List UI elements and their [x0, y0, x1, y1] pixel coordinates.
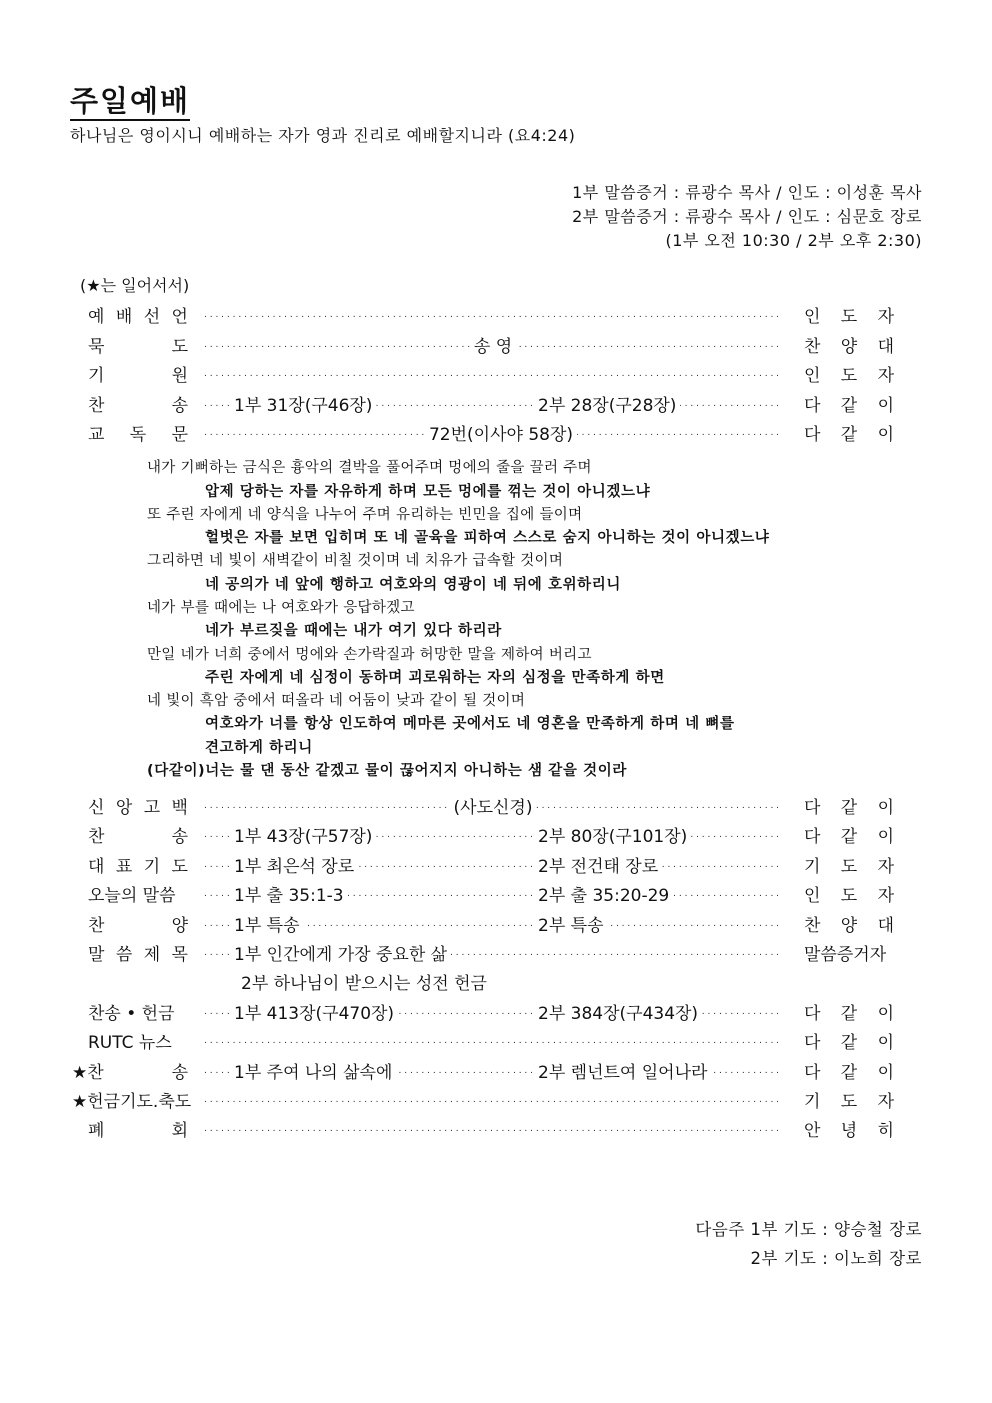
order-item-part2: 2부 80장(구101장) — [534, 822, 691, 847]
order-role-char: 이 — [877, 395, 894, 416]
order-role-char: 같 — [840, 395, 858, 416]
order-label-char: RUTC 뉴스 — [88, 1033, 172, 1054]
page-title: 주일예배 — [70, 84, 190, 121]
order-role — [804, 822, 894, 847]
order-role-char: 자 — [877, 886, 894, 907]
order-label-char: 선 — [143, 307, 161, 327]
order-item-part2: 2부 전건태 장로 — [534, 852, 662, 877]
order-label-char: 도 — [171, 336, 188, 357]
scripture-verse: 하나님은 영이시니 예배하는 자가 영과 진리로 예배할지니라 (요4:24) — [70, 126, 576, 145]
order-row — [72, 1058, 894, 1083]
order-item-part1: 1부 31장(구46장) — [230, 391, 376, 416]
order-role-char: 양 — [840, 915, 858, 936]
order-role-char: 안 — [804, 1121, 821, 1142]
order-role-char: 이 — [877, 827, 894, 848]
order-label-char: 제 — [143, 945, 161, 965]
order-label-char: 씀 — [115, 945, 133, 965]
order-label-char: 대 — [88, 856, 105, 877]
order-role — [804, 332, 894, 357]
order-label-char: 양 — [171, 915, 188, 936]
order-role-char: 같 — [840, 425, 858, 445]
order-role-char: 인 — [804, 366, 821, 386]
order-label-char: 찬송 • 헌금 — [88, 1003, 175, 1024]
order-label — [88, 1116, 188, 1141]
order-item-part1: 1부 413장(구470장) — [230, 999, 398, 1024]
order-row — [88, 822, 894, 848]
order-label-char: 표 — [115, 856, 133, 877]
dot-leader — [204, 361, 782, 381]
order-role-char: 도 — [840, 856, 858, 877]
order-item-part1: 1부 43장(구57장) — [230, 822, 376, 847]
order-role-char: 같 — [840, 1033, 858, 1054]
order-role — [804, 793, 894, 818]
order-role-char: 도 — [840, 307, 858, 327]
reading-line-leader: 내가 기뻐하는 금식은 흉악의 결박을 풀어주며 멍에의 줄을 끌러 주며 — [147, 460, 592, 476]
order-role-char: 말씀증거자 — [804, 945, 887, 965]
order-role-char: 자 — [877, 1092, 894, 1112]
order-role-char: 자 — [877, 307, 894, 327]
order-label — [72, 1087, 192, 1112]
preacher-line-2: 2부 말씀증거 : 류광수 목사 / 인도 : 심문호 장로 — [572, 207, 922, 226]
order-role — [804, 420, 894, 445]
order-label — [88, 999, 188, 1024]
order-role — [804, 391, 894, 416]
order-item-part2: 2부 28장(구28장) — [534, 391, 680, 416]
order-role-char: 다 — [804, 395, 821, 416]
order-label-char: ★헌금기도.축도 — [72, 1092, 192, 1112]
order-label — [88, 1028, 188, 1053]
reading-line-people: 네 공의가 네 앞에 행하고 여호와의 영광이 네 뒤에 호위하리니 — [205, 577, 622, 593]
order-role-char: 같 — [840, 798, 858, 818]
order-item-center: 송 영 — [470, 332, 516, 357]
standing-legend: (★는 일어서서) — [80, 276, 190, 295]
order-label — [88, 391, 188, 416]
order-label — [88, 822, 188, 847]
order-item-part2: 2부 특송 — [534, 911, 608, 936]
reading-line-people: 여호와가 너를 항상 인도하여 메마른 곳에서도 네 영혼을 만족하게 하며 네 뼈를 — [205, 716, 735, 732]
dot-leader — [204, 1028, 782, 1048]
reading-line-people: 견고하게 하리니 — [205, 740, 313, 756]
order-label-char: ★찬 — [72, 1062, 104, 1083]
order-role-char: 이 — [877, 1033, 894, 1054]
order-row — [88, 999, 894, 1024]
order-role-char: 찬 — [804, 336, 821, 357]
order-row — [88, 881, 894, 907]
order-item-part2: 2부 렘넌트여 일어나라 — [534, 1058, 711, 1083]
order-label-char: 찬 — [88, 827, 105, 848]
order-label-char: 회 — [171, 1121, 188, 1142]
order-label-char: 신 — [88, 798, 105, 818]
order-row — [88, 940, 894, 965]
next-week-prayer-1: 다음주 1부 기도 : 양승철 장로 — [695, 1220, 922, 1239]
order-row — [88, 1116, 894, 1142]
order-role — [804, 940, 894, 965]
order-role-char: 히 — [877, 1121, 894, 1142]
order-role-char: 녕 — [840, 1121, 858, 1142]
order-role-char: 다 — [804, 1033, 821, 1054]
order-label-char: 교 — [88, 425, 105, 445]
order-row — [88, 852, 894, 877]
order-role-char: 기 — [804, 1092, 821, 1112]
reading-line-people: 압제 당하는 자를 자유하게 하며 모든 멍에를 꺾는 것이 아니겠느냐 — [205, 484, 651, 500]
order-role-char: 도 — [840, 1092, 858, 1112]
order-role — [804, 852, 894, 877]
order-row — [88, 391, 894, 416]
order-label-char: 예 — [88, 307, 105, 327]
order-role-char: 양 — [840, 336, 858, 357]
order-row — [88, 420, 894, 445]
service-times: (1부 오전 10:30 / 2부 오후 2:30) — [665, 231, 922, 250]
order-label-char: 말 — [88, 945, 105, 965]
order-label-char: 배 — [115, 307, 133, 327]
order-label-char: 독 — [129, 425, 147, 445]
order-item-part1: 1부 최은석 장로 — [230, 852, 358, 877]
order-label — [88, 793, 188, 818]
order-label-char: 언 — [171, 307, 188, 327]
order-row — [88, 332, 894, 357]
order-row — [88, 361, 894, 386]
order-item-center: (사도신경) — [450, 793, 537, 818]
reading-line-people: 주린 자에게 네 심정이 동하며 괴로워하는 자의 심정을 만족하게 하면 — [205, 670, 665, 686]
order-label-char: 문 — [171, 425, 188, 445]
order-row — [88, 911, 894, 936]
order-role — [804, 1087, 894, 1112]
preacher-line-1: 1부 말씀증거 : 류광수 목사 / 인도 : 이성훈 목사 — [572, 183, 922, 202]
order-role-char: 같 — [840, 827, 858, 848]
order-role-char: 찬 — [804, 915, 821, 936]
dot-leader — [204, 1087, 782, 1107]
order-label-char: 폐 — [88, 1121, 105, 1142]
order-label — [88, 881, 188, 906]
order-label-char: 백 — [171, 798, 188, 818]
order-label-char: 앙 — [115, 798, 133, 818]
order-label-char: 고 — [143, 798, 161, 818]
order-label — [88, 940, 188, 965]
order-label — [88, 420, 188, 445]
order-item-part1: 1부 특송 — [230, 911, 304, 936]
order-role-char: 다 — [804, 425, 821, 445]
order-label-char: 기 — [88, 366, 105, 386]
order-item-part2: 2부 출 35:20-29 — [534, 881, 673, 906]
order-label-char: 찬 — [88, 915, 105, 936]
reading-line-leader: 네가 부를 때에는 나 여호와가 응답하겠고 — [147, 600, 415, 616]
order-role — [804, 881, 894, 906]
order-label — [72, 1058, 188, 1083]
order-role — [804, 1058, 894, 1083]
order-role-char: 대 — [877, 915, 894, 936]
order-role-char: 자 — [877, 856, 894, 877]
order-role-char: 이 — [877, 425, 894, 445]
order-row — [88, 793, 894, 818]
order-label-char: 송 — [171, 1062, 188, 1083]
order-role-char: 이 — [877, 1003, 894, 1024]
order-item-part1: 1부 주여 나의 삶속에 — [230, 1058, 396, 1083]
order-row — [88, 1028, 894, 1054]
dot-leader — [204, 302, 782, 322]
order-role — [804, 1028, 894, 1053]
order-role-char: 다 — [804, 1062, 821, 1083]
order-role-char: 도 — [840, 886, 858, 907]
order-role — [804, 1116, 894, 1141]
order-role-char: 인 — [804, 886, 821, 907]
order-label-char: 송 — [171, 395, 188, 416]
order-role — [804, 302, 894, 327]
reading-line-people: 네가 부르짖을 때에는 내가 여기 있다 하리라 — [205, 623, 502, 639]
order-item-part2: 2부 384장(구434장) — [534, 999, 702, 1024]
reading-line-leader: 네 빛이 흑암 중에서 떠올라 네 어둠이 낮과 같이 될 것이며 — [147, 693, 526, 709]
reading-line-all: (다같이)너는 물 댄 동산 같겠고 물이 끊어지지 아니하는 샘 같을 것이라 — [147, 763, 627, 779]
order-role-char: 다 — [804, 798, 821, 818]
order-label-char: 찬 — [88, 395, 105, 416]
reading-line-leader: 만일 네가 너희 중에서 멍에와 손가락질과 허망한 말을 제하여 버리고 — [147, 647, 592, 663]
order-role-char: 기 — [804, 856, 821, 877]
order-label — [88, 332, 188, 357]
order-label — [88, 911, 188, 936]
order-label — [88, 361, 188, 386]
reading-line-people: 헐벗은 자를 보면 입히며 또 네 골육을 피하여 스스로 숨지 아니하는 것이 아니겠느냐 — [205, 530, 770, 546]
order-label-char: 송 — [171, 827, 188, 848]
order-label-char: 묵 — [88, 336, 105, 357]
order-role-char: 다 — [804, 827, 821, 848]
order-role-char: 이 — [877, 1062, 894, 1083]
order-role — [804, 911, 894, 936]
reading-line-leader: 그리하면 네 빛이 새벽같이 비칠 것이며 네 치유가 급속할 것이며 — [147, 553, 564, 569]
order-role-char: 이 — [877, 798, 894, 818]
next-week-prayer-2: 2부 기도 : 이노희 장로 — [750, 1249, 922, 1268]
order-role — [804, 361, 894, 386]
order-role-char: 다 — [804, 1003, 821, 1024]
order-label-char: 원 — [171, 366, 188, 386]
order-role-char: 도 — [840, 366, 858, 386]
reading-line-leader: 또 주린 자에게 네 양식을 나누어 주며 유리하는 빈민을 집에 들이며 — [147, 507, 583, 523]
order-label — [88, 302, 188, 327]
order-item-part1: 1부 출 35:1-3 — [230, 881, 348, 906]
order-row — [72, 1087, 894, 1112]
order-role-char: 같 — [840, 1003, 858, 1024]
order-label-char: 목 — [171, 945, 188, 965]
order-item-center: 72번(이사야 58장) — [425, 420, 577, 445]
order-role-char: 같 — [840, 1062, 858, 1083]
order-role-char: 자 — [877, 366, 894, 386]
order-label — [88, 852, 188, 877]
order-label-char: 도 — [171, 856, 188, 877]
order-label-char: 오늘의 말씀 — [88, 886, 176, 907]
sermon-title-part2: 2부 하나님이 받으시는 성전 헌금 — [241, 974, 487, 995]
order-label-char: 기 — [143, 856, 161, 877]
order-row — [88, 302, 894, 327]
order-role-char: 대 — [877, 336, 894, 357]
order-item-part1: 1부 인간에게 가장 중요한 삶 — [230, 940, 451, 965]
dot-leader — [204, 1116, 782, 1136]
order-role-char: 인 — [804, 307, 821, 327]
order-role — [804, 999, 894, 1024]
